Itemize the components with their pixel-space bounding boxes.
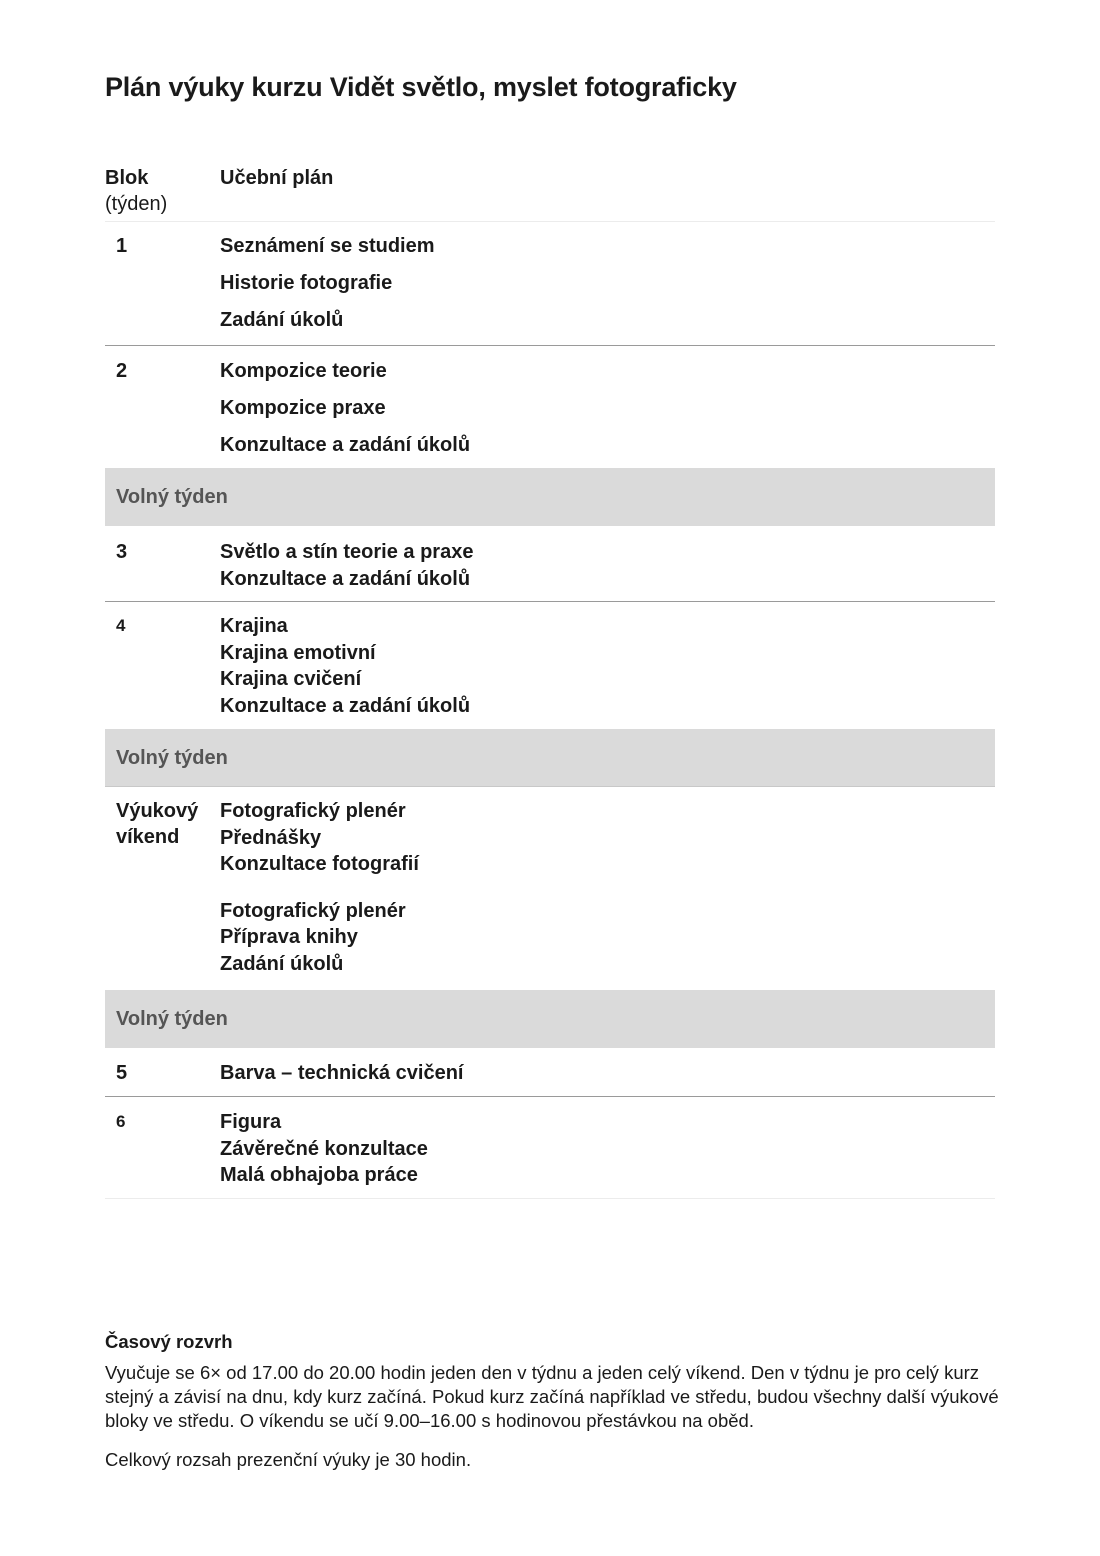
free-week-row: Volný týden: [105, 468, 995, 526]
table-row-teaching-weekend: [105, 787, 995, 990]
table-row-block-5: [105, 1048, 995, 1097]
topic: Zadání úkolů: [220, 309, 344, 331]
block-number: 2: [116, 360, 128, 382]
topic: Světlo a stín teorie a praxe: [220, 541, 474, 563]
free-week-row: Volný týden: [105, 990, 995, 1048]
block-number: 4: [116, 616, 126, 635]
topic: Konzultace a zadání úkolů: [220, 434, 471, 456]
table-row-block-1: [105, 222, 995, 346]
table-header: [105, 165, 995, 222]
topic: Krajina: [220, 615, 288, 637]
topic: Konzultace a zadání úkolů: [220, 567, 471, 590]
topic: Příprava knihy: [220, 926, 358, 948]
topic: Kompozice teorie: [220, 360, 387, 382]
topic: Krajina emotivní: [220, 641, 376, 664]
block-number: 5: [116, 1062, 128, 1084]
block-topics: [220, 613, 995, 729]
schedule-text: Vyučuje se 6× od 17.00 do 20.00 hodin jeden den v týdnu a jeden celý víkend. Den v týdnu je pro celý kurz stejný a závisí na dnu, kdy kurz začíná. Pokud kurz začíná například ve středu, budou všechny další výukové bloky ve středu. O víkendu se učí 9.00–16.00 s hodinovou přestávkou na oběd.: [105, 1362, 999, 1431]
plan-column-header: Učební plán: [220, 167, 334, 189]
schedule-total: Celkový rozsah prezenční výuky je 30 hodin.: [105, 1449, 472, 1470]
block-number: 1: [116, 235, 128, 257]
block-label-line: víkend: [116, 826, 180, 848]
topic: Závěrečné konzultace: [220, 1137, 428, 1160]
free-week-row: Volný týden: [105, 729, 995, 787]
table-row-block-4: [105, 602, 995, 729]
topic: Figura: [220, 1111, 282, 1133]
block-label: [105, 798, 220, 990]
topic: Zadání úkolů: [220, 952, 344, 975]
course-plan-table: [105, 165, 995, 1199]
table-row-block-6: [105, 1097, 995, 1199]
topic: Krajina cvičení: [220, 668, 362, 690]
block-header-sub: (týden): [105, 193, 168, 215]
block-label-line: Výukový: [116, 800, 199, 822]
topic: Konzultace fotografií: [220, 853, 419, 875]
topic: Fotografický plenér: [220, 800, 406, 822]
topic: Seznámení se studiem: [220, 235, 435, 257]
topic: Barva – technická cvičení: [220, 1062, 464, 1084]
page-title: Plán výuky kurzu Vidět světlo, myslet fotograficky: [105, 72, 737, 102]
block-topics: [220, 1060, 995, 1096]
table-row-block-2: [105, 346, 995, 468]
topic: Kompozice praxe: [220, 397, 386, 419]
table-row-block-3: [105, 526, 995, 602]
schedule-section: [105, 1330, 1005, 1472]
topic: Malá obhajoba práce: [220, 1164, 418, 1186]
topic: Historie fotografie: [220, 272, 393, 294]
topic: Přednášky: [220, 826, 322, 849]
schedule-heading: Časový rozvrh: [105, 1331, 233, 1352]
block-topics: [220, 1109, 995, 1198]
block-topics: [220, 353, 995, 468]
block-header-label: Blok: [105, 167, 149, 189]
block-topics: [220, 228, 995, 345]
block-topics: [220, 798, 995, 990]
block-topics: [220, 539, 995, 601]
topic: Fotografický plenér: [220, 899, 406, 922]
topic: Konzultace a zadání úkolů: [220, 694, 471, 717]
block-number: 3: [116, 541, 128, 563]
block-column-header: [105, 165, 220, 217]
block-number: 6: [116, 1112, 126, 1131]
